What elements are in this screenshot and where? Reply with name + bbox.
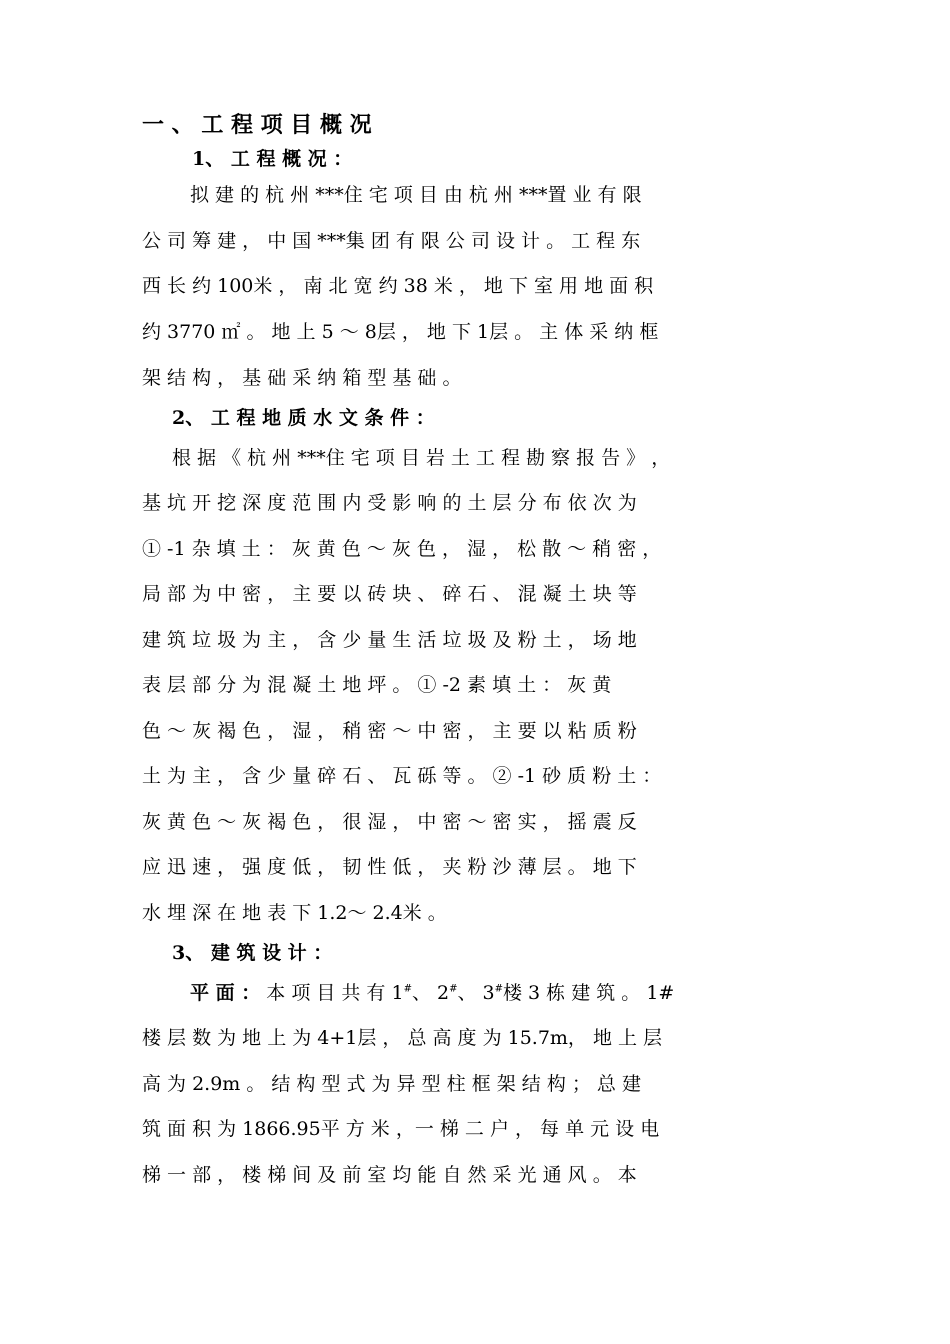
sub3-heading: 3、 建 筑 设 计 ： bbox=[172, 942, 333, 964]
paragraph-line: 约 3770 ㎡ 。 地 上 5 ～ 8层 ， 地 下 1层 。 主 体 采 纳 框 bbox=[142, 321, 659, 343]
building-mark: # bbox=[494, 983, 504, 995]
paragraph-line: 色 ～ 灰 褐 色 ， 湿 ， 稍 密 ～ 中 密 ， 主 要 以 粘 质 粉 bbox=[142, 720, 637, 742]
plan-text-a: 本 项 目 共 有 1 bbox=[260, 982, 404, 1004]
paragraph-line: 架 结 构 ， 基 础 采 纳 箱 型 基 础 。 bbox=[142, 367, 462, 389]
paragraph-line: 公 司 筹 建 ， 中 国 ***集 团 有 限 公 司 设 计 。 工 程 东 bbox=[142, 230, 641, 252]
paragraph-line: 应 迅 速 ， 强 度 低 ， 韧 性 低 ， 夹 粉 沙 薄 层 。 地 下 bbox=[142, 856, 637, 878]
paragraph-line: 局 部 为 中 密 ， 主 要 以 砖 块 、 碎 石 、 混 凝 土 块 等 bbox=[142, 583, 637, 605]
building-mark: # bbox=[449, 983, 458, 995]
plan-lead: 平 面 ： bbox=[190, 982, 261, 1004]
paragraph-line: 土 为 主 ， 含 少 量 碎 石 、 瓦 砾 等 。 ② -1 砂 质 粉 土 ： bbox=[142, 765, 662, 787]
paragraph-line: 水 埋 深 在 地 表 下 1.2～ 2.4米 。 bbox=[142, 902, 447, 924]
paragraph-line: 灰 黄 色 ～ 灰 褐 色 ， 很 湿 ， 中 密 ～ 密 实 ， 摇 震 反 bbox=[142, 811, 637, 833]
paragraph-line: 西 长 约 100米 ， 南 北 宽 约 38 米 ， 地 下 室 用 地 面 积 bbox=[142, 275, 654, 297]
paragraph-line: 基 坑 开 挖 深 度 范 围 内 受 影 响 的 土 层 分 布 依 次 为 bbox=[142, 492, 637, 514]
plan-text-c: 、 3 bbox=[457, 982, 495, 1004]
sub2-heading: 2、 工 程 地 质 水 文 条 件 ： bbox=[172, 407, 435, 429]
paragraph-line: 梯 一 部 ， 楼 梯 间 及 前 室 均 能 自 然 采 光 通 风 。 本 bbox=[142, 1164, 637, 1186]
paragraph-line: 表 层 部 分 为 混 凝 土 地 坪 。 ① -2 素 填 土 ： 灰 黄 bbox=[142, 674, 612, 696]
paragraph-line: 高 为 2.9m 。 结 构 型 式 为 异 型 柱 框 架 结 构 ； 总 建 bbox=[142, 1073, 641, 1095]
section-title: 一 、 工 程 项 目 概 况 bbox=[142, 112, 372, 138]
plan-text-b: 、 2 bbox=[411, 982, 450, 1004]
paragraph-line: 拟 建 的 杭 州 ***住 宅 项 目 由 杭 州 ***置 业 有 限 bbox=[190, 184, 642, 206]
plan-text-d: 楼 3 栋 建 筑 。 1# bbox=[503, 982, 675, 1004]
paragraph-line: 根 据 《 杭 州 ***住 宅 项 目 岩 土 工 程 勘 察 报 告 》 ， bbox=[172, 447, 671, 469]
sub1-heading: 1、 工 程 概 况 ： bbox=[192, 148, 353, 170]
paragraph-line: 楼 层 数 为 地 上 为 4+1层 ， 总 高 度 为 15.7m， 地 上 层 bbox=[142, 1027, 663, 1049]
paragraph-line: 建 筑 垃 圾 为 主 ， 含 少 量 生 活 垃 圾 及 粉 土 ， 场 地 bbox=[142, 629, 637, 651]
paragraph-line: 筑 面 积 为 1866.95平 方 米 ，一 梯 二 户 ， 每 单 元 设 电 bbox=[142, 1118, 660, 1140]
building-mark: # bbox=[403, 983, 412, 995]
paragraph-line-plan bbox=[190, 980, 870, 1006]
paragraph-line: ① -1 杂 填 土 ： 灰 黄 色 ～ 灰 色 ， 湿 ， 松 散 ～ 稍 密 ， bbox=[142, 538, 662, 560]
